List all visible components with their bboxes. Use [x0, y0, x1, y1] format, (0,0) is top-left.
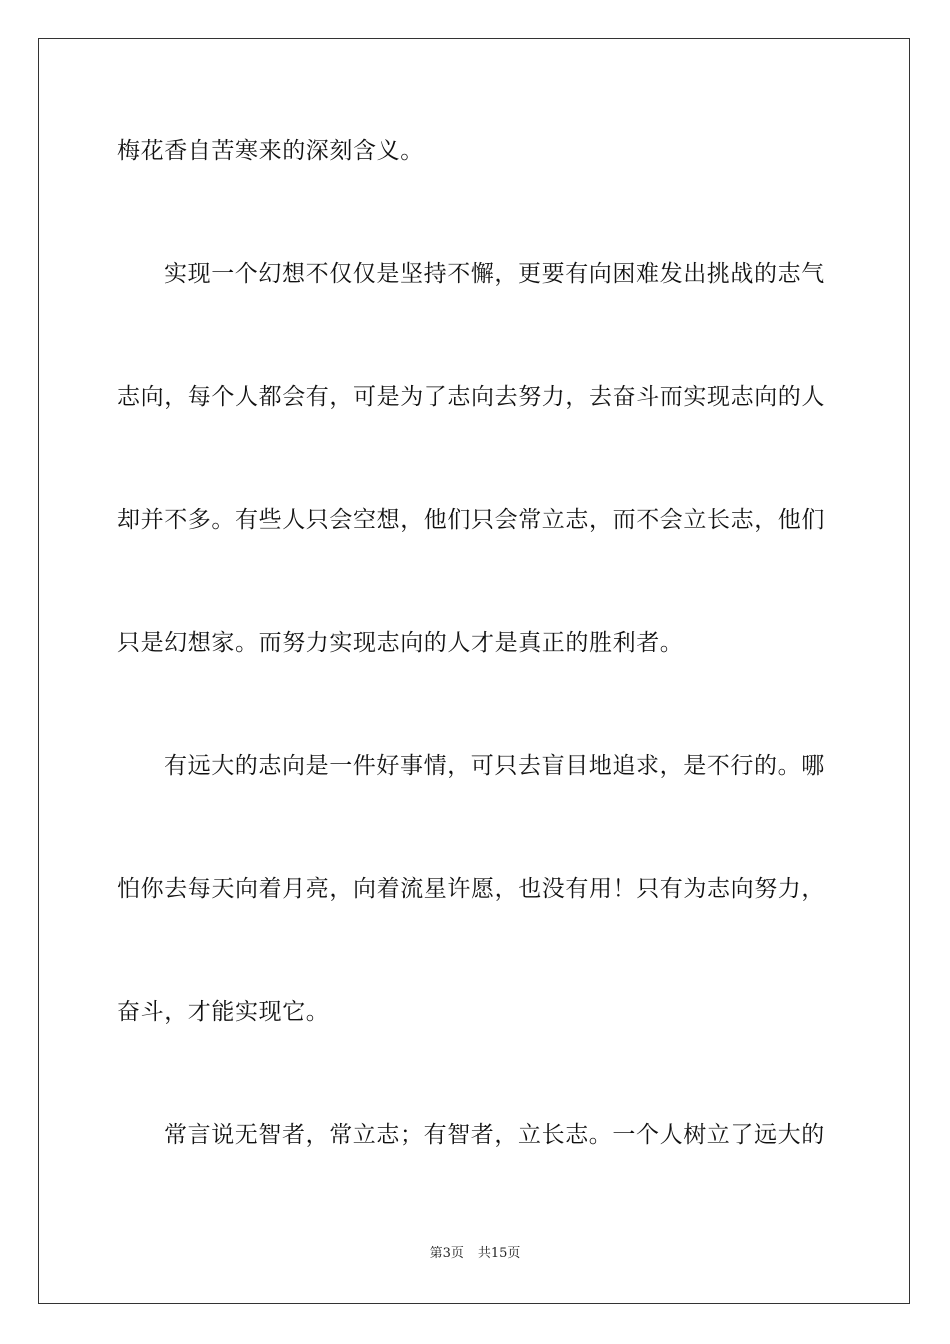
text-line: 梅花香自苦寒来的深刻含义。 — [117, 138, 424, 164]
text-line: 只是幻想家。而努力实现志向的人才是真正的胜利者。 — [117, 630, 684, 656]
text-line: 志向，每个人都会有，可是为了志向去努力，去奋斗而实现志向的人 — [117, 384, 825, 410]
text-line-paragraph-start: 常言说无智者，常立志；有智者，立长志。一个人树立了远大的 — [164, 1122, 825, 1148]
page-footer — [0, 1246, 950, 1262]
text-line: 却并不多。有些人只会空想，他们只会常立志，而不会立长志，他们 — [117, 507, 825, 533]
total-pages: 共15页 — [477, 1246, 521, 1261]
text-line-paragraph-start: 实现一个幻想不仅仅是坚持不懈，更要有向困难发出挑战的志气 — [164, 261, 825, 287]
text-line: 怕你去每天向着月亮，向着流星许愿，也没有用！只有为志向努力， — [117, 876, 825, 902]
page-border — [38, 38, 910, 1304]
page-number: 第3页 — [429, 1246, 464, 1261]
text-line: 奋斗，才能实现它。 — [117, 999, 330, 1025]
text-line-paragraph-start: 有远大的志向是一件好事情，可只去盲目地追求，是不行的。哪 — [164, 753, 825, 779]
